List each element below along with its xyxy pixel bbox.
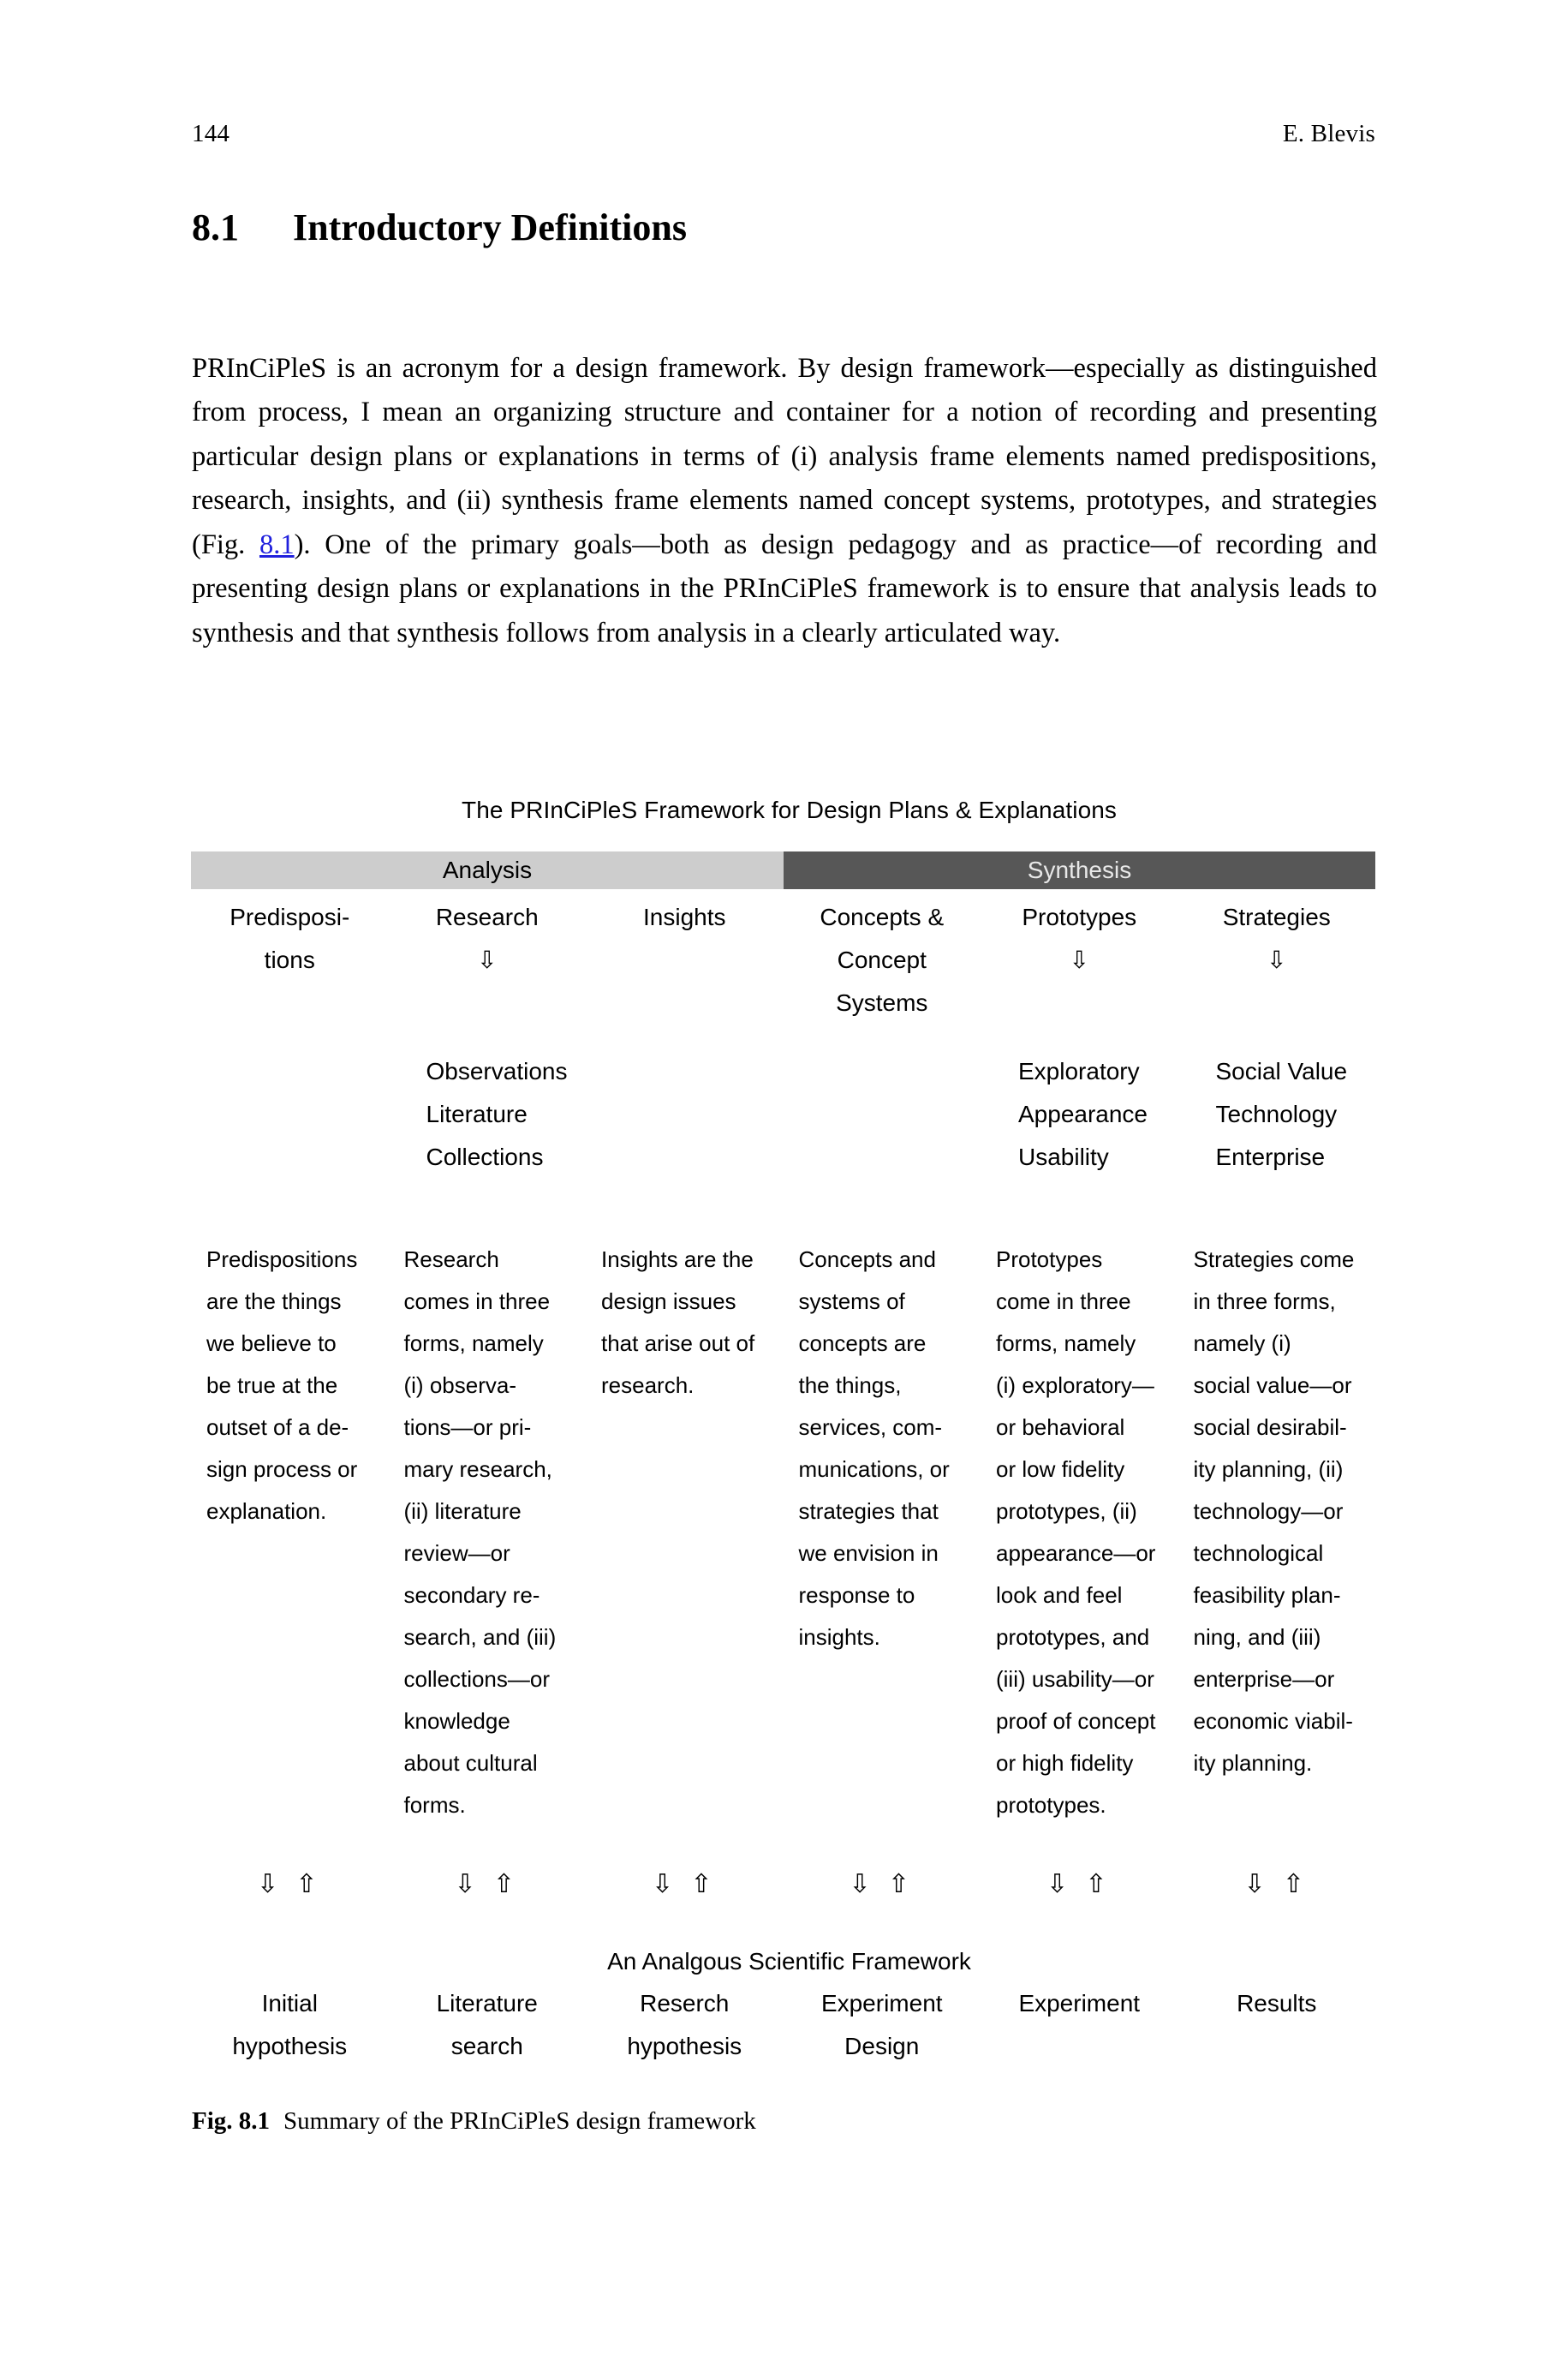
text-line: prototypes, and <box>996 1624 1150 1650</box>
column-header-strategies: Strategies <box>1222 904 1331 930</box>
text-line: response to <box>798 1582 915 1608</box>
text-line: knowledge <box>403 1708 510 1734</box>
text-line: Predispositions <box>206 1246 358 1272</box>
description-prototypes <box>986 1239 1173 1826</box>
text-line: munications, or <box>798 1456 950 1482</box>
text-line: Design <box>844 2033 920 2059</box>
section-title: Introductory Definitions <box>293 206 687 248</box>
text-line: that arise out of <box>601 1330 755 1356</box>
text-line: in three forms, <box>1193 1288 1336 1314</box>
text-line: Literature <box>436 1990 538 2017</box>
text-line: Reserch <box>640 1990 730 2017</box>
text-line: or behavioral <box>996 1414 1125 1440</box>
down-arrow-icon: ⇩ <box>1069 947 1089 973</box>
analogous-cell-2 <box>389 1982 587 2068</box>
description-cell-concepts <box>784 1239 981 1826</box>
figure-principles-framework <box>0 797 1568 2068</box>
text-line: outset of a de- <box>206 1414 349 1440</box>
text-line: insights. <box>798 1624 880 1650</box>
band-analysis <box>191 851 784 889</box>
subitems-strategies <box>1178 1050 1376 1179</box>
text-line: research. <box>601 1372 695 1398</box>
column-header-concepts <box>789 896 976 1025</box>
text-line: search, and (iii) <box>403 1624 557 1650</box>
up-down-arrow-icon: ⇩ ⇧ <box>1243 1870 1310 1898</box>
subitems-insights <box>586 1050 784 1179</box>
column-predispositions <box>191 896 389 1025</box>
text-line: the things, <box>798 1372 902 1398</box>
text-line: explanation. <box>206 1498 327 1524</box>
text-line: we believe to <box>206 1330 337 1356</box>
framework-band-row <box>191 851 1375 889</box>
text-line: secondary re- <box>403 1582 540 1608</box>
text-line: appearance—or <box>996 1540 1156 1566</box>
text-line: Prototypes <box>996 1246 1103 1272</box>
text-line: Concepts and <box>798 1246 936 1272</box>
column-strategies <box>1178 896 1376 1025</box>
description-cell-prototypes <box>981 1239 1178 1826</box>
column-research <box>389 896 587 1025</box>
text-line: comes in three <box>403 1288 551 1314</box>
column-header-prototypes: Prototypes <box>1022 904 1137 930</box>
text-line: tions <box>264 947 315 973</box>
list-item: Exploratory <box>1018 1058 1140 1084</box>
body-paragraph-part-2: ). One of the primary goals—both as design pedagogy and as practice—of recording and presenting design plans or explanations in the PRInCiPleS framework is to ensure that analysis leads to synthesis and that synthesis follows from analysis in a clearly articulated way. <box>192 529 1377 648</box>
list-item: Usability <box>1018 1144 1109 1170</box>
text-line: review—or <box>403 1540 510 1566</box>
column-header-research: Research <box>435 904 539 930</box>
analogous-label-experiment-design <box>789 1982 976 2068</box>
text-line: feasibility plan- <box>1193 1582 1341 1608</box>
column-header-insights: Insights <box>643 904 726 930</box>
list-item: Social Value <box>1215 1058 1348 1084</box>
arrow-cell-insights <box>586 1866 784 1903</box>
arrow-cell-prototypes <box>981 1866 1178 1903</box>
figure-reference-link[interactable]: 8.1 <box>259 529 295 560</box>
text-line: ity planning. <box>1193 1750 1313 1776</box>
text-line: services, com- <box>798 1414 943 1440</box>
text-line: Experiment <box>820 1990 943 2017</box>
arrow-cell-concepts <box>784 1866 981 1903</box>
bidirectional-arrow-row <box>191 1866 1375 1903</box>
list-item: Collections <box>426 1144 544 1170</box>
up-down-arrow-icon: ⇩ ⇧ <box>849 1870 915 1898</box>
figure-caption <box>192 2107 756 2136</box>
text-line: Predisposi- <box>230 904 350 930</box>
description-predispositions <box>196 1239 384 1533</box>
text-line: Insights are the <box>601 1246 754 1272</box>
description-cell-strategies <box>1178 1239 1376 1826</box>
text-line: collections—or <box>403 1666 551 1692</box>
text-line: forms. <box>403 1792 466 1818</box>
description-row <box>191 1239 1375 1826</box>
text-line: prototypes. <box>996 1792 1106 1818</box>
list-item: Enterprise <box>1215 1144 1326 1170</box>
section-heading <box>192 206 687 249</box>
text-line: Initial <box>261 1990 318 2017</box>
arrow-cell-predispositions <box>191 1866 389 1903</box>
text-line: proof of concept <box>996 1708 1156 1734</box>
list-item: Appearance <box>1018 1101 1148 1127</box>
subitem-row <box>191 1050 1375 1179</box>
arrow-cell-strategies <box>1178 1866 1376 1903</box>
text-line: social value—or <box>1193 1372 1352 1398</box>
text-line: Research <box>403 1246 499 1272</box>
text-line: enterprise—or <box>1193 1666 1335 1692</box>
text-line: about cultural <box>403 1750 538 1776</box>
up-down-arrow-icon: ⇩ ⇧ <box>454 1870 521 1898</box>
text-line: forms, namely <box>996 1330 1136 1356</box>
column-concepts <box>784 896 981 1025</box>
text-line: are the things <box>206 1288 342 1314</box>
down-arrow-icon: ⇩ <box>1267 947 1287 973</box>
text-line: prototypes, (ii) <box>996 1498 1137 1524</box>
description-research <box>394 1239 581 1826</box>
list-item: Technology <box>1215 1101 1338 1127</box>
subitems-predispositions <box>191 1050 389 1179</box>
up-down-arrow-icon: ⇩ ⇧ <box>651 1870 718 1898</box>
subitems-concepts <box>784 1050 981 1179</box>
description-insights <box>591 1239 778 1407</box>
subitems-research <box>389 1050 587 1179</box>
band-synthesis-label: Synthesis <box>1027 857 1132 883</box>
text-line: be true at the <box>206 1372 338 1398</box>
analogous-cell-4 <box>784 1982 981 2068</box>
description-cell-insights <box>586 1239 784 1826</box>
figure-caption-label: Fig. 8.1 <box>192 2107 271 2135</box>
analogous-cell-6 <box>1178 1982 1376 2068</box>
analogous-label-literature-search <box>394 1982 581 2068</box>
column-prototypes <box>981 896 1178 1025</box>
text-line: search <box>450 2033 523 2059</box>
text-line: (i) observa- <box>403 1372 516 1398</box>
figure-caption-text: Summary of the PRInCiPleS design framework <box>283 2107 756 2135</box>
analogous-framework-title: An Analgous Scientific Framework <box>607 1948 971 1975</box>
text-line: ity planning, (ii) <box>1193 1456 1344 1482</box>
running-head <box>192 120 1375 148</box>
text-line: technological <box>1193 1540 1324 1566</box>
text-line: strategies that <box>798 1498 939 1524</box>
analogous-cell-1 <box>191 1982 389 2068</box>
text-line: design issues <box>601 1288 736 1314</box>
body-paragraph-part-1: PRInCiPleS is an acronym for a design framework. By design framework—especially as distinguished from process, I mean an organizing structure and container for a notion of recording and presenting particular design plans or explanations in terms of (i) analysis frame elements named predispositions, research, insights, and (ii) synthesis frame elements named concept systems, prototypes, and strategies (Fig. <box>192 352 1377 560</box>
text-line: technology—or <box>1193 1498 1344 1524</box>
column-header-predispositions <box>196 896 384 982</box>
text-line: Concepts & <box>820 904 945 930</box>
text-line: Strategies come <box>1193 1246 1355 1272</box>
text-line: (iii) usability—or <box>996 1666 1154 1692</box>
arrow-cell-research <box>389 1866 587 1903</box>
column-insights <box>586 896 784 1025</box>
analogous-cell-5 <box>981 1982 1178 2068</box>
subitems-prototypes <box>981 1050 1178 1179</box>
description-strategies <box>1183 1239 1371 1784</box>
analogous-label-experiment: Experiment <box>1018 1990 1141 2017</box>
text-line: sign process or <box>206 1456 358 1482</box>
text-line: we envision in <box>798 1540 939 1566</box>
figure-title: The PRInCiPleS Framework for Design Plans & Explanations <box>461 797 1118 823</box>
column-header-row <box>191 896 1375 1025</box>
up-down-arrow-icon: ⇩ ⇧ <box>256 1870 323 1898</box>
up-down-arrow-icon: ⇩ ⇧ <box>1046 1870 1112 1898</box>
analogous-label-initial-hypothesis <box>196 1982 384 2068</box>
list-item: Observations <box>426 1058 568 1084</box>
text-line: Systems <box>836 989 928 1016</box>
band-synthesis <box>784 851 1375 889</box>
description-concepts <box>789 1239 976 1658</box>
running-head-author: E. Blevis <box>1282 120 1375 147</box>
text-line: ning, and (iii) <box>1193 1624 1321 1650</box>
text-line: mary research, <box>403 1456 552 1482</box>
description-cell-predispositions <box>191 1239 389 1826</box>
text-line: (i) exploratory— <box>996 1372 1154 1398</box>
text-line: come in three <box>996 1288 1131 1314</box>
text-line: Concept <box>837 947 927 973</box>
text-line: tions—or pri- <box>403 1414 532 1440</box>
page-number: 144 <box>192 120 230 147</box>
list-item: Literature <box>426 1101 528 1127</box>
analogous-framework-row <box>191 1982 1375 2068</box>
section-number: 8.1 <box>192 206 239 248</box>
text-line: social desirabil- <box>1193 1414 1347 1440</box>
text-line: (ii) literature <box>403 1498 522 1524</box>
text-line: look and feel <box>996 1582 1123 1608</box>
analogous-label-research-hypothesis <box>591 1982 778 2068</box>
text-line: systems of <box>798 1288 905 1314</box>
analogous-label-results: Results <box>1237 1990 1317 2017</box>
text-line: concepts are <box>798 1330 927 1356</box>
down-arrow-icon: ⇩ <box>477 947 498 973</box>
text-line: or high fidelity <box>996 1750 1134 1776</box>
description-cell-research <box>389 1239 587 1826</box>
text-line: forms, namely <box>403 1330 544 1356</box>
analogous-cell-3 <box>586 1982 784 2068</box>
text-line: hypothesis <box>232 2033 348 2059</box>
body-paragraph <box>192 347 1377 656</box>
text-line: or low fidelity <box>996 1456 1125 1482</box>
text-line: hypothesis <box>627 2033 742 2059</box>
text-line: namely (i) <box>1193 1330 1291 1356</box>
band-analysis-label: Analysis <box>442 857 533 883</box>
text-line: economic viabil- <box>1193 1708 1353 1734</box>
